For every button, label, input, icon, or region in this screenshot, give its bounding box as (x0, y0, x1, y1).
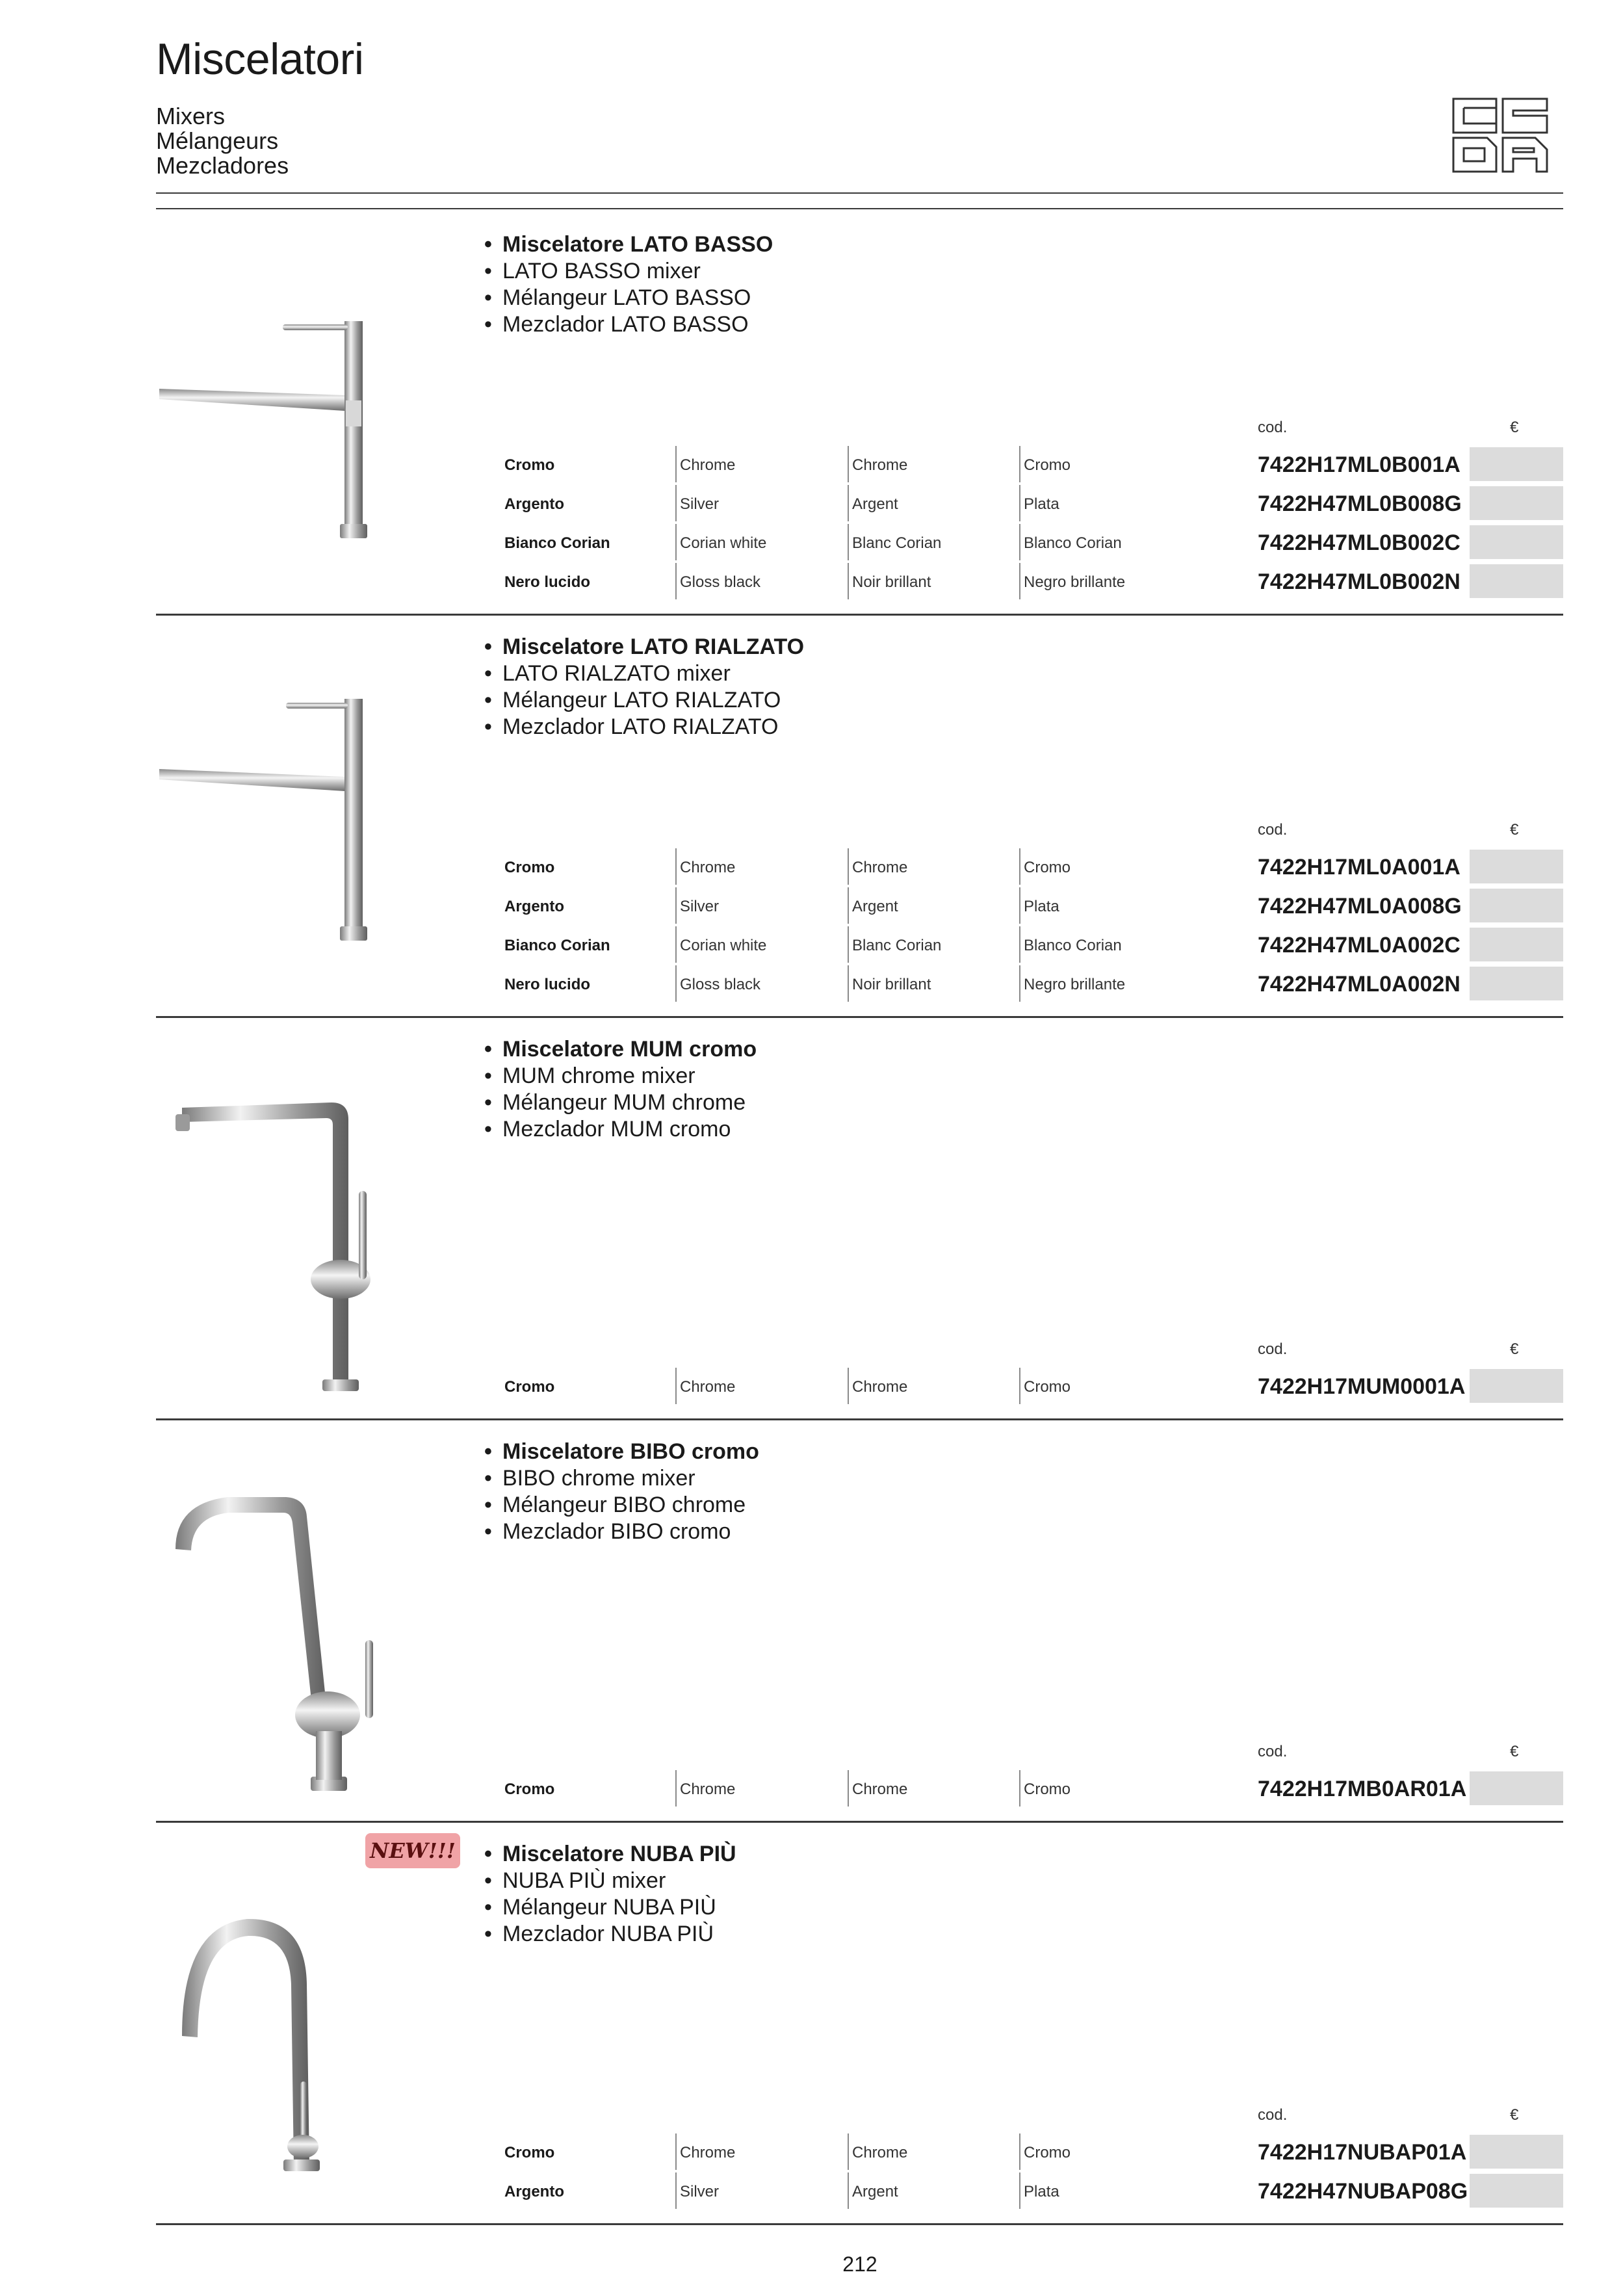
finish-fr: Blanc Corian (848, 926, 941, 963)
finish-es: Cromo (1019, 2133, 1071, 2170)
finish-fr: Chrome (848, 1368, 907, 1404)
finish-it: Argento (504, 495, 564, 513)
finish-it: Argento (504, 2183, 564, 2200)
new-badge: NEW!!! (365, 1833, 460, 1868)
subtitle-en: Mixers (156, 103, 225, 129)
finish-fr: Argent (848, 485, 898, 521)
desc-es: • Mezclador LATO RIALZATO (484, 714, 804, 740)
finish-row (156, 1368, 1563, 1407)
price-field (1470, 447, 1563, 481)
desc-es: • Mezclador LATO BASSO (484, 311, 773, 338)
product-section-nuba-piu (156, 1821, 1563, 2225)
desc-es: • Mezclador NUBA PIÙ (484, 1921, 736, 1948)
desc-it: • Miscelatore LATO RIALZATO (484, 634, 804, 660)
finish-row (156, 563, 1563, 602)
mum-faucet-image (156, 1023, 429, 1413)
product-code: 7422H47ML0B008G (1258, 491, 1462, 516)
brand-logo-icon (1451, 96, 1550, 174)
product-code: 7422H17ML0B001A (1258, 452, 1461, 477)
finish-it: Nero lucido (504, 976, 591, 993)
finish-fr: Noir brillant (848, 563, 931, 599)
finish-row (156, 848, 1563, 887)
finish-row (156, 485, 1563, 524)
finish-es: Cromo (1019, 446, 1071, 482)
finish-en: Chrome (675, 1368, 735, 1404)
finish-fr: Chrome (848, 446, 907, 482)
finish-row (156, 446, 1563, 485)
finish-en: Gloss black (675, 563, 760, 599)
desc-en: • BIBO chrome mixer (484, 1465, 759, 1492)
price-label: € (1510, 1340, 1519, 1358)
price-field (1470, 1771, 1563, 1805)
desc-en: • MUM chrome mixer (484, 1063, 757, 1089)
price-field (1470, 2135, 1563, 2169)
finish-row (156, 524, 1563, 563)
product-description (484, 1841, 736, 1948)
price-field (1470, 1369, 1563, 1403)
desc-it: • Miscelatore LATO BASSO (484, 231, 773, 258)
page-title: Miscelatori (156, 34, 364, 84)
price-field (1470, 564, 1563, 598)
cod-label: cod. (1258, 1743, 1288, 1760)
product-code: 7422H17NUBAP01A (1258, 2140, 1467, 2165)
finish-fr: Chrome (848, 1770, 907, 1807)
finish-it: Cromo (504, 859, 555, 876)
desc-es: • Mezclador MUM cromo (484, 1116, 757, 1143)
finish-it: Bianco Corian (504, 534, 610, 552)
price-field (1470, 928, 1563, 961)
finish-es: Cromo (1019, 1368, 1071, 1404)
product-code: 7422H47NUBAP08G (1258, 2179, 1468, 2204)
finish-fr: Chrome (848, 848, 907, 885)
product-section-lato-rialzato (156, 614, 1563, 1018)
price-label: € (1510, 1743, 1519, 1760)
finish-es: Negro brillante (1019, 563, 1125, 599)
subtitles (156, 104, 289, 178)
finish-row (156, 2133, 1563, 2172)
product-code: 7422H47ML0B002N (1258, 569, 1461, 594)
finish-en: Corian white (675, 926, 766, 963)
product-section-lato-basso (156, 212, 1563, 616)
finish-es: Plata (1019, 887, 1059, 924)
desc-fr: • Mélangeur LATO BASSO (484, 285, 773, 311)
desc-it: • Miscelatore BIBO cromo (484, 1439, 759, 1465)
cod-label: cod. (1258, 821, 1288, 839)
finish-es: Blanco Corian (1019, 926, 1122, 963)
price-field (1470, 850, 1563, 883)
price-field (1470, 2174, 1563, 2208)
finish-row (156, 887, 1563, 926)
price-label: € (1510, 821, 1519, 839)
finish-it: Cromo (504, 2144, 555, 2161)
finish-it: Cromo (504, 1378, 555, 1396)
subtitle-es: Mezcladores (156, 152, 289, 179)
product-code: 7422H17ML0A001A (1258, 855, 1461, 880)
header-rule-top (156, 192, 1563, 194)
product-code: 7422H17MB0AR01A (1258, 1777, 1467, 1801)
finish-en: Corian white (675, 524, 766, 560)
finish-fr: Chrome (848, 2133, 907, 2170)
finish-fr: Blanc Corian (848, 524, 941, 560)
price-field (1470, 889, 1563, 922)
finish-row (156, 926, 1563, 965)
cod-label: cod. (1258, 1340, 1288, 1358)
cod-label: cod. (1258, 2106, 1288, 2124)
product-code: 7422H47ML0A002C (1258, 933, 1461, 958)
desc-fr: • Mélangeur LATO RIALZATO (484, 687, 804, 714)
finish-es: Plata (1019, 485, 1059, 521)
price-label: € (1510, 419, 1519, 436)
finish-en: Silver (675, 485, 719, 521)
finish-en: Gloss black (675, 965, 760, 1002)
price-field (1470, 525, 1563, 559)
subtitle-fr: Mélangeurs (156, 127, 279, 154)
product-code: 7422H47ML0A002N (1258, 972, 1461, 997)
bibo-faucet-image (156, 1426, 429, 1816)
desc-fr: • Mélangeur BIBO chrome (484, 1492, 759, 1519)
header-rule-bottom (156, 208, 1563, 209)
finish-en: Chrome (675, 848, 735, 885)
finish-en: Silver (675, 2172, 719, 2209)
desc-es: • Mezclador BIBO cromo (484, 1519, 759, 1545)
product-code: 7422H17MUM0001A (1258, 1374, 1466, 1399)
desc-en: • NUBA PIÙ mixer (484, 1868, 736, 1894)
finish-en: Silver (675, 887, 719, 924)
product-code: 7422H47ML0A008G (1258, 894, 1462, 919)
finish-row (156, 2172, 1563, 2211)
product-code: 7422H47ML0B002C (1258, 530, 1461, 555)
finish-it: Argento (504, 898, 564, 915)
finish-it: Cromo (504, 456, 555, 474)
product-section-bibo (156, 1419, 1563, 1823)
finish-es: Plata (1019, 2172, 1059, 2209)
finish-fr: Argent (848, 2172, 898, 2209)
page-number: 212 (842, 2252, 877, 2276)
finish-row (156, 965, 1563, 1004)
price-field (1470, 486, 1563, 520)
price-field (1470, 967, 1563, 1000)
finish-es: Cromo (1019, 848, 1071, 885)
cod-label: cod. (1258, 419, 1288, 436)
finish-en: Chrome (675, 1770, 735, 1807)
product-description (484, 1439, 759, 1545)
product-description (484, 1036, 757, 1143)
desc-it: • Miscelatore NUBA PIÙ (484, 1841, 736, 1868)
finish-it: Cromo (504, 1781, 555, 1798)
finish-row (156, 1770, 1563, 1809)
product-description (484, 231, 773, 338)
desc-en: • LATO RIALZATO mixer (484, 660, 804, 687)
price-label: € (1510, 2106, 1519, 2124)
desc-fr: • Mélangeur MUM chrome (484, 1089, 757, 1116)
finish-en: Chrome (675, 2133, 735, 2170)
finish-en: Chrome (675, 446, 735, 482)
finish-it: Bianco Corian (504, 937, 610, 954)
finish-es: Blanco Corian (1019, 524, 1122, 560)
finish-it: Nero lucido (504, 573, 591, 591)
desc-it: • Miscelatore MUM cromo (484, 1036, 757, 1063)
desc-en: • LATO BASSO mixer (484, 258, 773, 285)
finish-es: Negro brillante (1019, 965, 1125, 1002)
finish-es: Cromo (1019, 1770, 1071, 1807)
desc-fr: • Mélangeur NUBA PIÙ (484, 1894, 736, 1921)
finish-fr: Noir brillant (848, 965, 931, 1002)
product-description (484, 634, 804, 740)
finish-fr: Argent (848, 887, 898, 924)
product-section-mum (156, 1017, 1563, 1420)
